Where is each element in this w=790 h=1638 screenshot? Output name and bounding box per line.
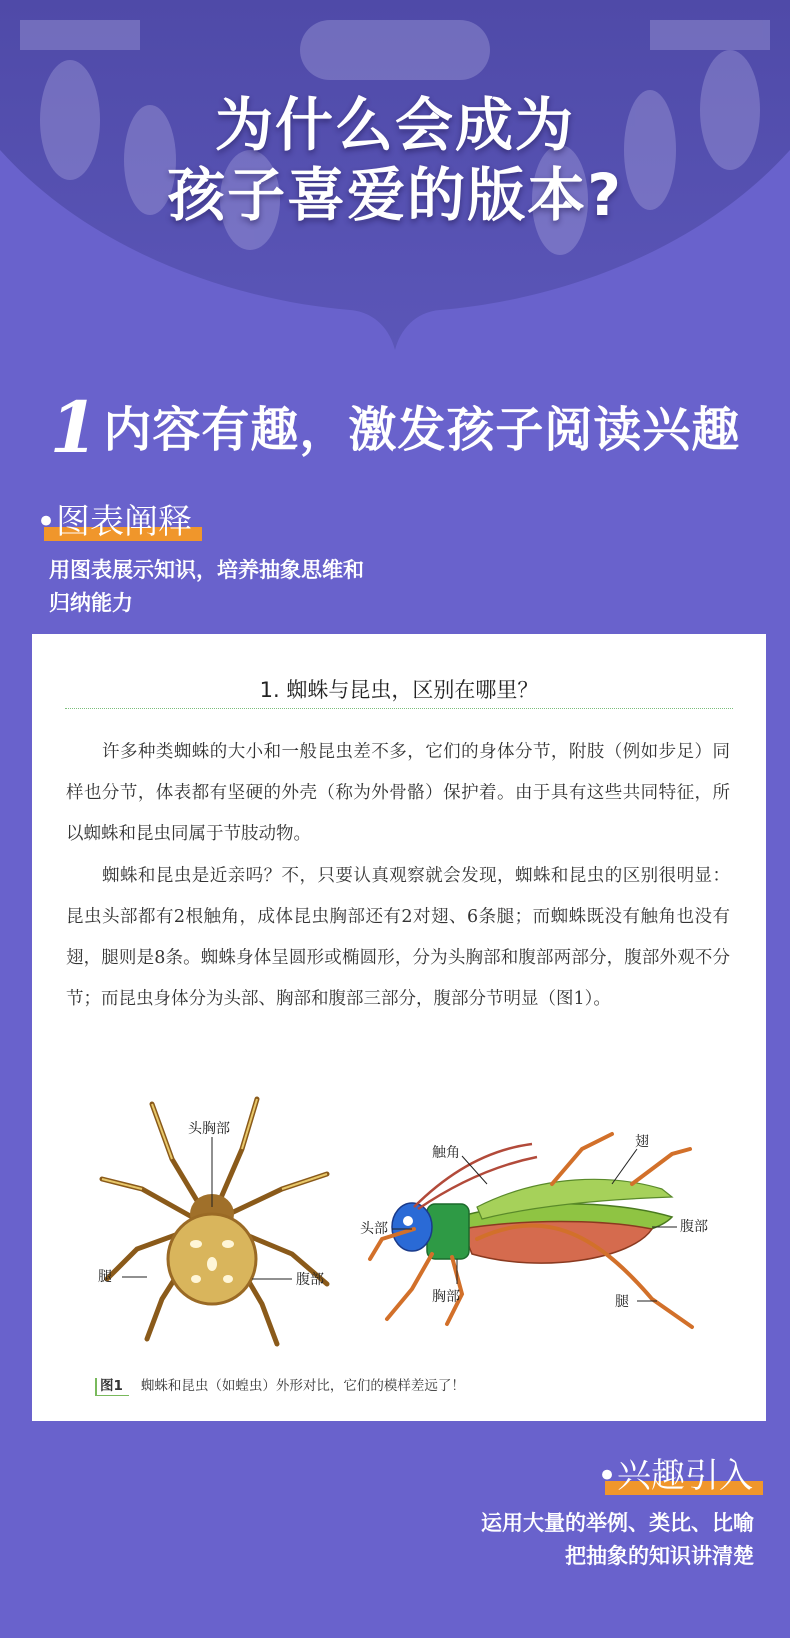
feature-tag-chart <box>36 494 192 543</box>
insect-label-leg: 腿 <box>615 1294 629 1310</box>
figure-caption <box>95 1374 465 1394</box>
feature-desc-chart-line-2: 归纳能力 <box>49 591 133 615</box>
hero-title-line-2 <box>0 148 790 232</box>
hero-title-highlight: 喜爱的版本 <box>287 148 587 232</box>
figure-caption-text: 蜘蛛和昆虫（如蝗虫）外形对比，它们的模样差远了！ <box>140 1378 465 1394</box>
insect-label-wing: 翅 <box>635 1134 649 1150</box>
hero-title-plain: 孩子 <box>167 161 288 229</box>
feature-desc-interest <box>481 1507 754 1573</box>
spider-insect-illustration <box>92 1089 732 1354</box>
spider-label-abdomen: 腹部 <box>296 1272 324 1288</box>
feature-tag-interest <box>597 1448 753 1497</box>
sample-page-title: 1. 蜘蛛与昆虫，区别在哪里？ <box>259 678 539 702</box>
insect-label-abdomen: 腹部 <box>680 1219 708 1235</box>
insect-label-antenna: 触角 <box>432 1145 460 1161</box>
spider-label-leg: 腿 <box>98 1269 112 1285</box>
feature-desc-interest-line-2: 把抽象的知识讲清楚 <box>565 1544 754 1568</box>
hero-title-line-1: 为什么会成为 <box>214 91 575 159</box>
insect-label-thorax: 胸部 <box>432 1289 460 1305</box>
hero-title-question-mark: ? <box>587 161 623 229</box>
feature-tag-interest-label: •兴趣引入 <box>597 1456 754 1496</box>
section-heading <box>0 386 790 469</box>
grasshopper-illustration <box>360 1133 708 1327</box>
section-heading-text: 内容有趣，激发孩子阅读兴趣 <box>103 402 741 458</box>
spider-label-cephalothorax: 头胸部 <box>188 1121 230 1137</box>
feature-tag-chart-label: •图表阐释 <box>36 502 193 542</box>
feature-desc-chart-line-1: 用图表展示知识，培养抽象思维和 <box>49 558 364 582</box>
feature-desc-chart <box>49 554 364 620</box>
sample-paragraph-1: 许多种类蜘蛛的大小和一般昆虫差不多，它们的身体分节，附肢（例如步足）同样也分节，体表都有坚硬的外壳（称为外骨骼）保护着。由于具有这些共同特征，所以蜘蛛和昆虫同属于节肢动物。 <box>66 742 730 844</box>
sample-page-card <box>32 634 766 1421</box>
feature-desc-interest-line-1: 运用大量的举例、类比、比喻 <box>481 1511 754 1535</box>
insect-label-head: 头部 <box>360 1221 388 1237</box>
title-divider <box>65 708 733 709</box>
sample-paragraph-2: 蜘蛛和昆虫是近亲吗？不，只要认真观察就会发现，蜘蛛和昆虫的区别很明显：昆虫头部都有2根触角，成体昆虫胸部还有2对翅、6条腿；而蜘蛛既没有触角也没有翅，腿则是8条。蜘蛛身体呈圆形或椭圆形，分为头胸部和腹部两部分，腹部外观不分节；而昆虫身体分为头部、胸部和腹部三部分，腹部分节明显（图1）。 <box>66 866 730 1009</box>
spider-illustration <box>98 1099 327 1344</box>
section-number: 1 <box>49 386 100 469</box>
figure-caption-label: 图1 <box>95 1378 129 1396</box>
